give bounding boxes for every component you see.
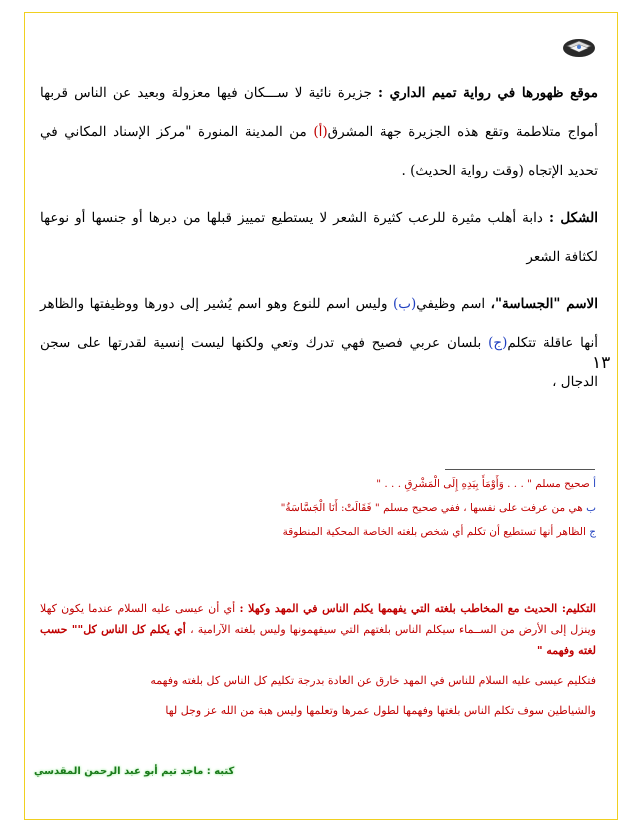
speech-bold-2: أي يكلم كل الناس كل"" حسب لغته وفهمه " — [40, 623, 596, 657]
name-text-1: اسم وظيفي — [416, 296, 491, 312]
footnote-c — [40, 526, 596, 538]
location-text-2: من المدينة المنورة "مركز الإسناد المكاني في تحديد الإتجاه (وقت رواية الحديث) . — [40, 124, 598, 179]
footnote-text-b: هي من عرفت على نفسها ، ففي صحيح مسلم " فَقَالَتْ: أَنَا الْجَسَّاسَةُ" — [280, 502, 587, 514]
speech-line-3: والشياطين سوف تكلم الناس بلغتها وفهمها لطول عمرها وتعلمها وليس هبة من الله عز وجل لها — [165, 704, 596, 717]
speech-paragraph — [40, 598, 596, 661]
paragraph-name — [40, 285, 598, 402]
paragraph-shape — [40, 199, 598, 277]
footnote-text-a: صحيح مسلم " . . . وَأَوْمَأَ بِيَدِهِ إِلَى الْمَشْرِقِ . . . " — [376, 478, 594, 490]
footnote-mark-a: أ — [593, 478, 596, 490]
footnotes — [40, 478, 596, 550]
shape-label: الشكل : — [548, 210, 598, 226]
speech-line-2: فتكليم عيسى عليه السلام للناس في المهد خارق عن العادة بدرجة تكليم كل الناس كل بلغته وفهمه — [150, 674, 596, 687]
footnote-mark-c: ج — [589, 526, 596, 538]
footnote-text-c: الظاهر أنها تستطيع أن تكلم أي شخص بلغته الخاصة المحكية المنطوقة — [282, 526, 590, 538]
footnote-mark-b: ب — [586, 502, 596, 514]
footnote-ref-a[interactable]: (أ) — [313, 124, 328, 140]
speech-section — [40, 598, 596, 730]
footnote-b — [40, 502, 596, 514]
author-signature: كتبه : ماجد تيم أبو عبد الرحمن المقدسي — [34, 766, 235, 777]
footnote-a — [40, 478, 596, 490]
speech-text-1: أي أن عيسى عليه السلام عندما يكون كهلا وينزل إلى الأرض من الســماء سيكلم الناس بلغتهم التي سيفهمونها وليس بلغته الآرامية ، — [40, 602, 596, 636]
name-text-3: بلسان عربي فصيح فهي تدرك وتعي ولكنها ليست إنسية لقدرتها على سجن الدجال ، — [40, 335, 598, 390]
speech-title: التكليم: الحديث مع المخاطب بلغته التي يفهمها يكلم الناس في المهد وكهلا : — [239, 602, 596, 615]
book-emblem-icon — [562, 34, 596, 58]
shape-text: دابة أهلب مثيرة للرعب كثيرة الشعر لا يستطيع تمييز قبلها من دبرها أو جنسها أو نوعها لكثافة الشعر — [40, 210, 598, 265]
name-label: الاسم "الجساسة"، — [490, 296, 598, 312]
page-number: ١٣ — [592, 353, 611, 373]
paragraph-location — [40, 74, 598, 191]
location-text-1: جزيرة نائية لا ســـكان فيها معزولة وبعيد عن الناس قربها أمواج متلاطمة وتقع هذه الجزيرة جهة المشرق — [40, 85, 598, 140]
main-text — [40, 74, 598, 402]
location-label: موقع ظهورها في رواية تميم الداري : — [377, 85, 598, 101]
footnote-separator — [445, 469, 595, 470]
footnote-ref-b[interactable]: (ب) — [392, 296, 417, 312]
footnote-ref-c[interactable]: (ج) — [488, 335, 508, 351]
name-text-2: وليس اسم للنوع وهو اسم يُشير إلى دورها ووظيفتها والظاهر أنها عاقلة تتكلم — [40, 296, 599, 351]
